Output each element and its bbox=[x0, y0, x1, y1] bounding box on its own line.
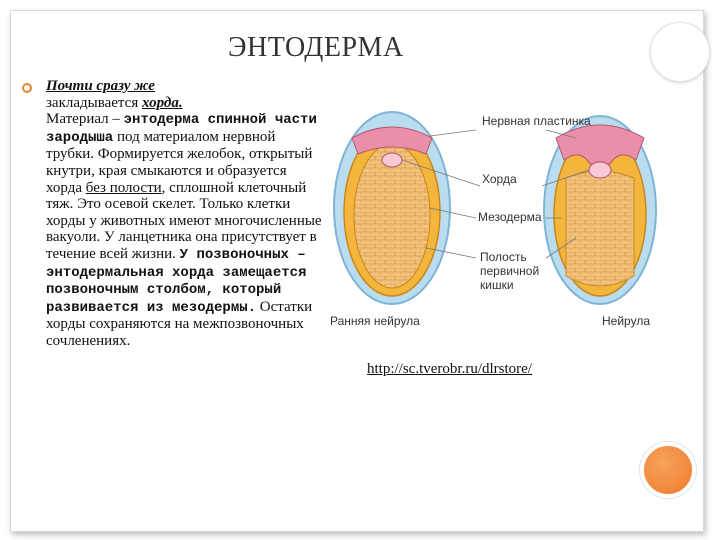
body-text-lead: Почти сразу же bbox=[46, 78, 155, 94]
body-text-span: закладывается bbox=[46, 94, 142, 111]
bullet-icon bbox=[22, 83, 32, 93]
body-text-bold: У позвоночных – энтодермальная хорда замещается позвоночным столбом, который развивается из мезодермы. bbox=[46, 246, 307, 316]
body-text-bold: энтодерма спинной части зародыша bbox=[46, 112, 317, 146]
label-notochord: Хорда bbox=[482, 172, 517, 186]
body-text-span: Материал – bbox=[46, 111, 124, 128]
label-neural-plate: Нервная пластинка bbox=[482, 114, 591, 128]
body-text-span: , сплошной клеточный тяж. Это осевой скелет. Только клетки хорды у животных имеют многочисленные вакуоли. У ланцетника она присутствует в течение всей жизни. bbox=[46, 179, 322, 262]
label-early-neurula: Ранняя нейрула bbox=[330, 314, 420, 328]
neurula-figure bbox=[330, 108, 700, 344]
neurula-diagram bbox=[330, 108, 700, 344]
slide-title: ЭНТОДЕРМА bbox=[228, 32, 404, 63]
label-mesoderm: Мезодерма bbox=[478, 210, 542, 224]
label-gut-cavity: Полость первичной кишки bbox=[480, 250, 540, 292]
body-text-span: под материалом нервной трубки. Формируется желобок, открытый кнутри, края смыкаются и образуется хорда bbox=[46, 128, 313, 196]
body-text-chord: хорда. bbox=[141, 94, 183, 111]
decorative-circle-orange bbox=[640, 442, 696, 498]
source-link[interactable]: http://sc.tverobr.ru/dlrstore/ bbox=[367, 361, 532, 377]
label-neurula: Нейрула bbox=[602, 314, 650, 328]
body-paragraph bbox=[46, 78, 324, 350]
body-text-underlined: без полости bbox=[85, 179, 162, 196]
decorative-circle-top bbox=[650, 22, 710, 82]
neurula-drawing bbox=[544, 116, 656, 304]
body-text-span: Остатки хорды сохраняются на межпозвоночных сочленениях. bbox=[46, 298, 313, 349]
early-neurula-drawing bbox=[334, 112, 450, 304]
